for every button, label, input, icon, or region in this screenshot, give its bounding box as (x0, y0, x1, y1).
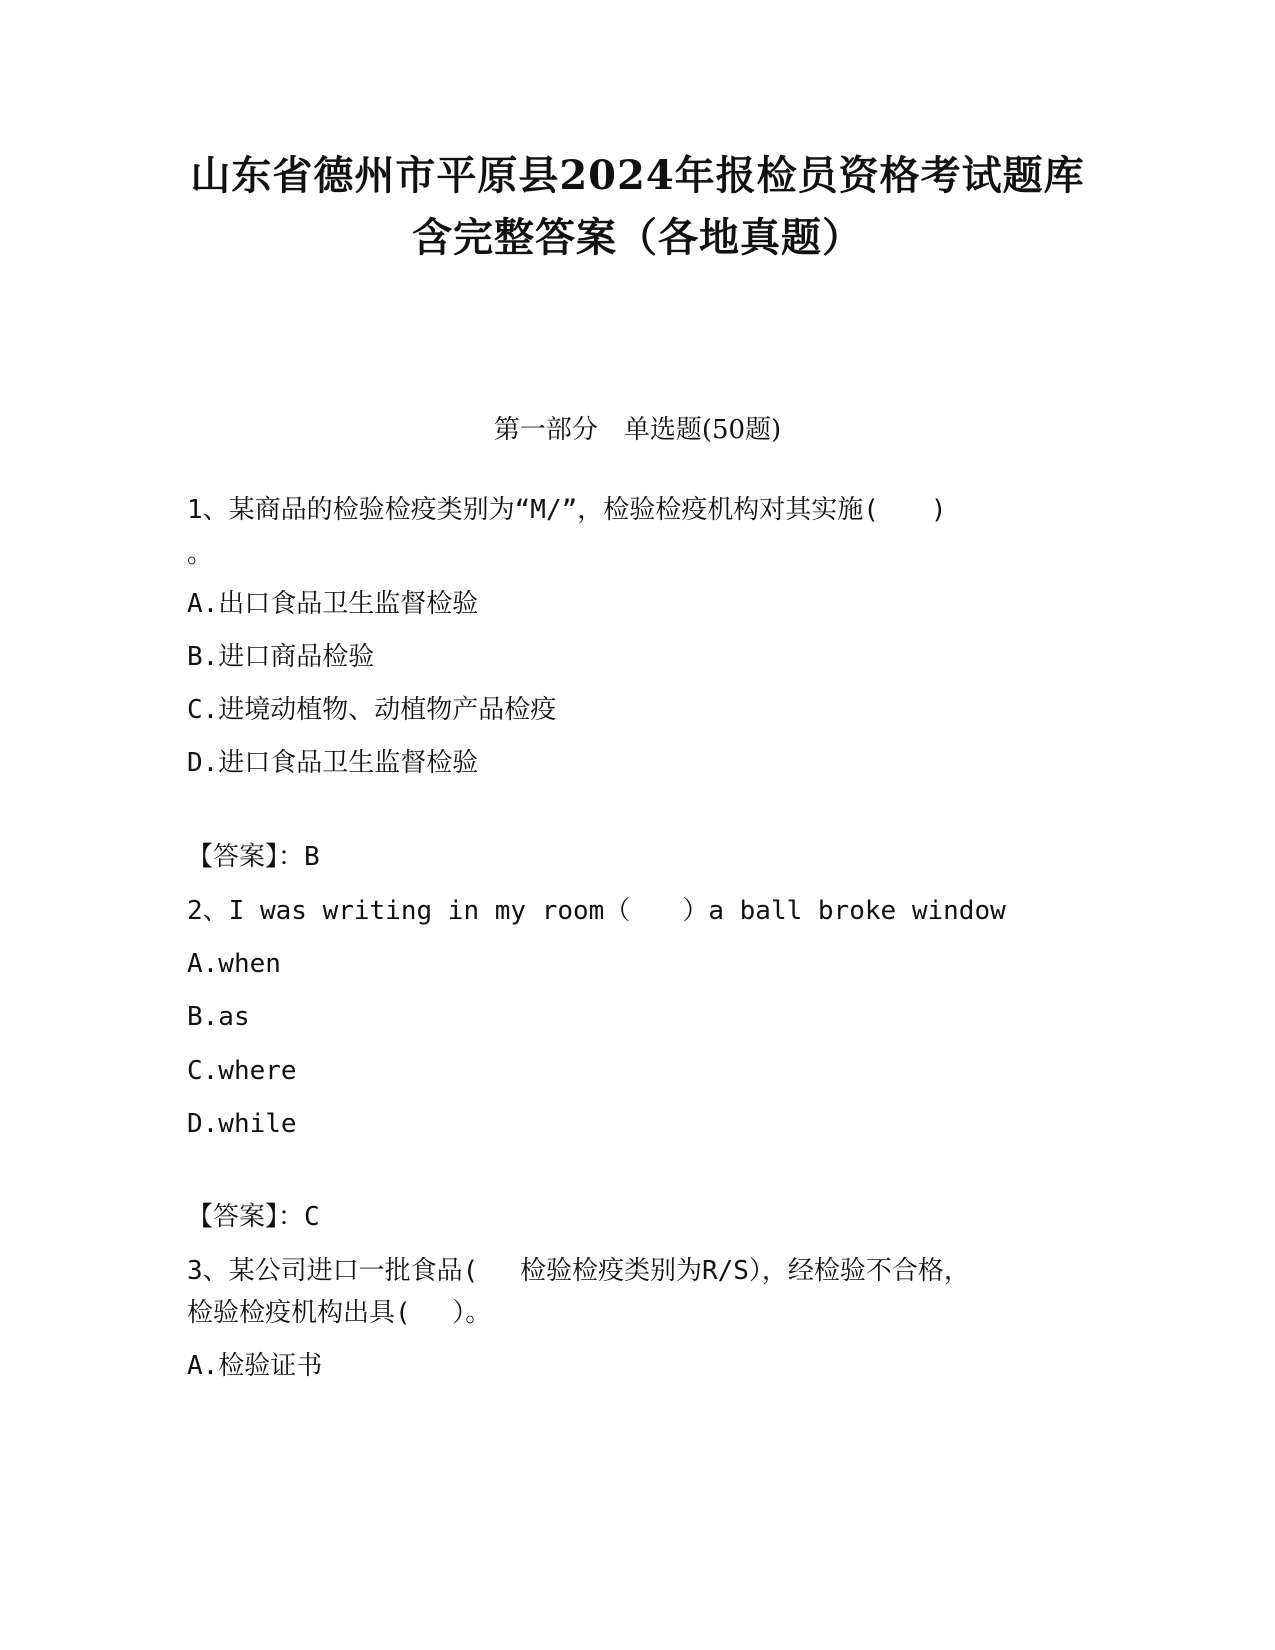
question-1-option-b: B.进口商品检验 (187, 642, 375, 672)
question-2-answer: 【答案】：C (187, 1202, 320, 1232)
question-2-option-b: B.as (187, 1002, 250, 1032)
question-2-option-c: C.where (187, 1056, 297, 1086)
question-1-stem-continued: 。 (187, 539, 214, 569)
question-3-stem-continued: 检验检疫机构出具( ）。 (187, 1298, 492, 1328)
question-3-stem: 3、某公司进口一批食品( 检验检疫类别为R/S），经检验不合格， (187, 1256, 970, 1286)
question-2-option-d: D.while (187, 1109, 297, 1139)
section-heading: 第一部分 单选题(50题) (493, 415, 782, 445)
document-title-line-1: 山东省德州市平原县2024年报检员资格考试题库 (190, 152, 1085, 199)
question-1-option-d: D.进口食品卫生监督检验 (187, 748, 479, 778)
question-3-option-a: A.检验证书 (187, 1351, 323, 1381)
question-1-answer: 【答案】：B (187, 842, 320, 872)
question-1-option-c: C.进境动植物、动植物产品检疫 (187, 695, 557, 725)
question-2-stem: 2、I was writing in my room（ ）a ball broke window (187, 896, 1006, 926)
question-1-option-a: A.出口食品卫生监督检验 (187, 589, 479, 619)
document-title-line-2: 含完整答案（各地真题） (412, 214, 863, 261)
question-1-stem: 1、某商品的检验检疫类别为“M/”，检验检疫机构对其实施( ) (187, 495, 947, 525)
question-2-option-a: A.when (187, 949, 281, 979)
